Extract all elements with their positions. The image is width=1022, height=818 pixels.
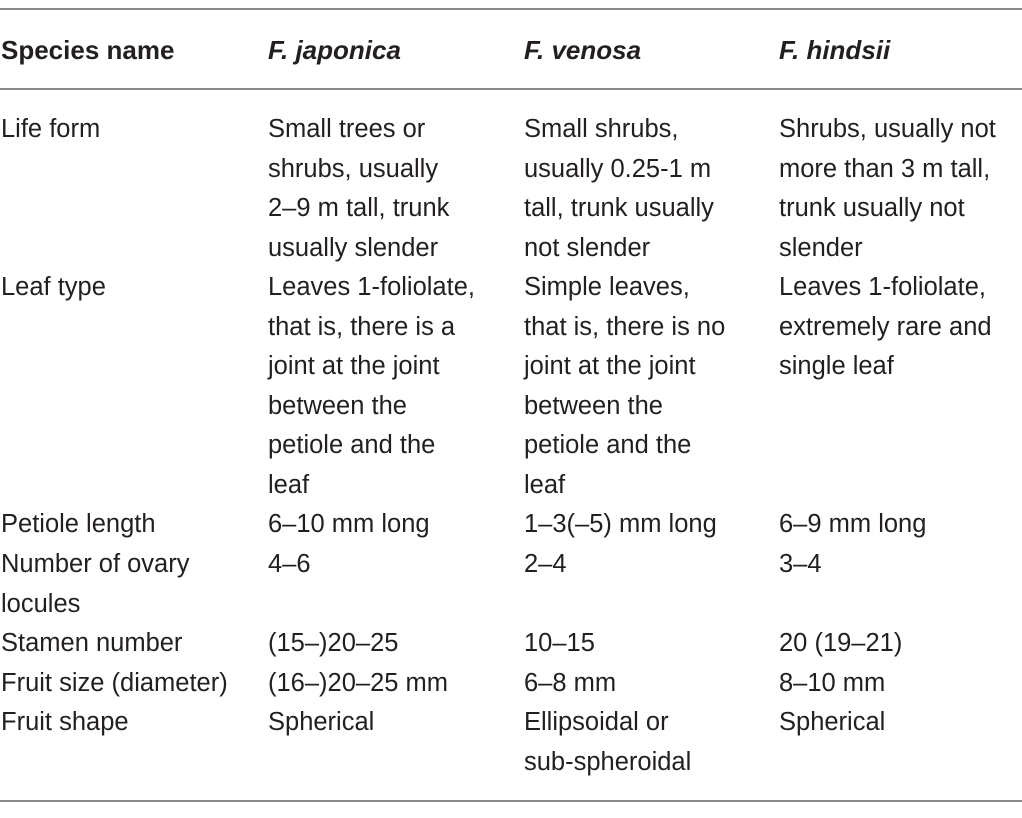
cell-hindsii-fruit-shape: Spherical [779, 708, 886, 736]
cell-japonica-fruit-shape: Spherical [268, 708, 375, 736]
cell-hindsii-leaf-type: Leaves 1-foliolate, extremely rare and single leaf [779, 273, 992, 380]
cell-venosa-stamen-number: 10–15 [524, 629, 595, 657]
cell-japonica-stamen-number: (15–)20–25 [268, 629, 399, 657]
header-f-venosa: F. venosa [524, 35, 642, 65]
cell-japonica-petiole-length: 6–10 mm long [268, 510, 430, 538]
cell-venosa-ovary-locules: 2–4 [524, 550, 567, 578]
cell-japonica-ovary-locules: 4–6 [268, 550, 311, 578]
cell-hindsii-petiole-length: 6–9 mm long [779, 510, 927, 538]
cell-hindsii-stamen-number: 20 (19–21) [779, 629, 903, 657]
table-top-rule [0, 8, 1022, 10]
cell-venosa-petiole-length: 1–3(–5) mm long [524, 510, 717, 538]
row-label-life-form: Life form [1, 115, 101, 143]
header-species-name: Species name [1, 35, 175, 65]
cell-venosa-life-form: Small shrubs, usually 0.25-1 m tall, trunk usually not slender [524, 115, 714, 262]
cell-hindsii-life-form: Shrubs, usually not more than 3 m tall, trunk usually not slender [779, 115, 996, 262]
table-bottom-rule [0, 800, 1022, 802]
header-f-japonica: F. japonica [268, 35, 401, 65]
header-bottom-rule [0, 88, 1022, 90]
row-label-leaf-type: Leaf type [1, 273, 106, 301]
cell-japonica-fruit-size: (16–)20–25 mm [268, 669, 449, 697]
row-label-stamen-number: Stamen number [1, 629, 183, 657]
cell-venosa-leaf-type: Simple leaves, that is, there is no joint at the joint between the petiole and the leaf [524, 273, 726, 499]
cell-japonica-life-form: Small trees or shrubs, usually 2–9 m tall, trunk usually slender [268, 115, 450, 262]
cell-venosa-fruit-size: 6–8 mm [524, 669, 617, 697]
cell-hindsii-fruit-size: 8–10 mm [779, 669, 886, 697]
cell-japonica-leaf-type: Leaves 1-foliolate, that is, there is a joint at the joint between the petiole and the leaf [268, 273, 475, 499]
cell-venosa-fruit-shape: Ellipsoidal or sub-spheroidal [524, 708, 692, 776]
header-f-hindsii: F. hindsii [779, 35, 891, 65]
row-label-petiole-length: Petiole length [1, 510, 156, 538]
row-label-fruit-shape: Fruit shape [1, 708, 129, 736]
cell-hindsii-ovary-locules: 3–4 [779, 550, 822, 578]
row-label-fruit-size: Fruit size (diameter) [1, 669, 228, 697]
row-label-ovary-locules: Number of ovary locules [1, 550, 190, 618]
